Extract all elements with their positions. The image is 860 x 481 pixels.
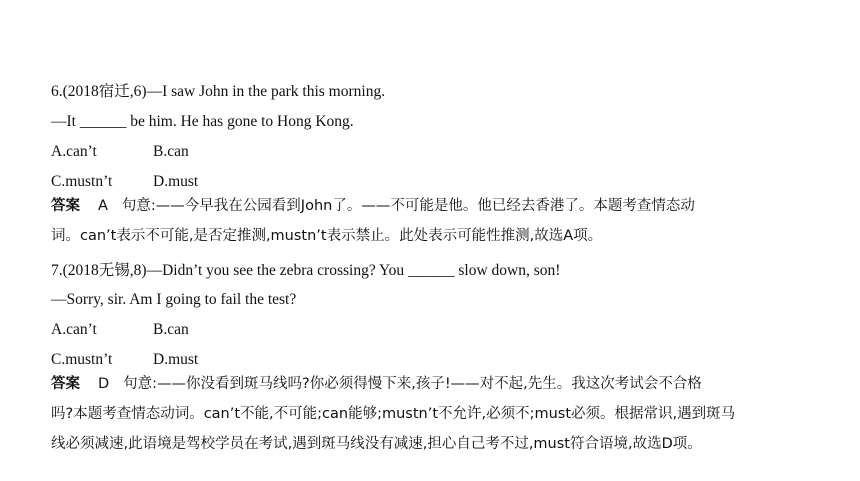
- q7-options-row-2: [51, 350, 198, 370]
- q6-stem: 6.(2018宿迁,6)—I saw John in the park this morning.: [51, 83, 386, 100]
- q6-reply: —It ______ be him. He has gone to Hong Kong.: [51, 113, 354, 130]
- q7-answer-letter: D: [98, 376, 110, 392]
- q7-option-c: C.mustn’t: [51, 351, 113, 368]
- q6-options-row-2: [51, 172, 198, 192]
- q7-explanation-3: 线必须减速,此语境是驾校学员在考试,遇到斑马线没有减速,担心自己考不过,must符合语境,故选D项。: [51, 436, 702, 452]
- q7-option-d: D.must: [153, 351, 199, 368]
- q6-option-b: B.can: [153, 143, 189, 160]
- q6-answer-label: 答案: [51, 198, 80, 214]
- q7-explanation-2: 吗?本题考查情态动词。can’t不能,不可能;can能够;mustn’t不允许,必须不;must必须。根据常识,遇到斑马: [51, 406, 736, 422]
- q6-option-d: D.must: [153, 173, 199, 190]
- q6-option-a: A.can’t: [51, 143, 97, 160]
- q7-explanation-1: 句意:——你没看到斑马线吗?你必须得慢下来,孩子!——对不起,先生。我这次考试会不合格: [123, 376, 702, 392]
- q6-explanation-1: 句意:——今早我在公园看到John了。——不可能是他。他已经去香港了。本题考查情态动: [121, 198, 695, 214]
- q7-option-a: A.can’t: [51, 321, 97, 338]
- q6-option-c: C.mustn’t: [51, 173, 113, 190]
- q6-options-row-1: [51, 142, 189, 162]
- q7-options-row-1: [51, 320, 189, 340]
- q7-stem: 7.(2018无锡,8)—Didn’t you see the zebra crossing? You ______ slow down, son!: [51, 262, 561, 279]
- q7-answer-line: [51, 374, 702, 394]
- q7-answer-label: 答案: [51, 376, 80, 392]
- q6-explanation-2: 词。can’t表示不可能,是否定推测,mustn’t表示禁止。此处表示可能性推测,故选A项。: [51, 228, 603, 244]
- q7-option-b: B.can: [153, 321, 189, 338]
- q6-answer-letter: A: [98, 198, 108, 214]
- q6-answer-line: [51, 196, 695, 216]
- q7-reply: —Sorry, sir. Am I going to fail the test?: [51, 291, 297, 308]
